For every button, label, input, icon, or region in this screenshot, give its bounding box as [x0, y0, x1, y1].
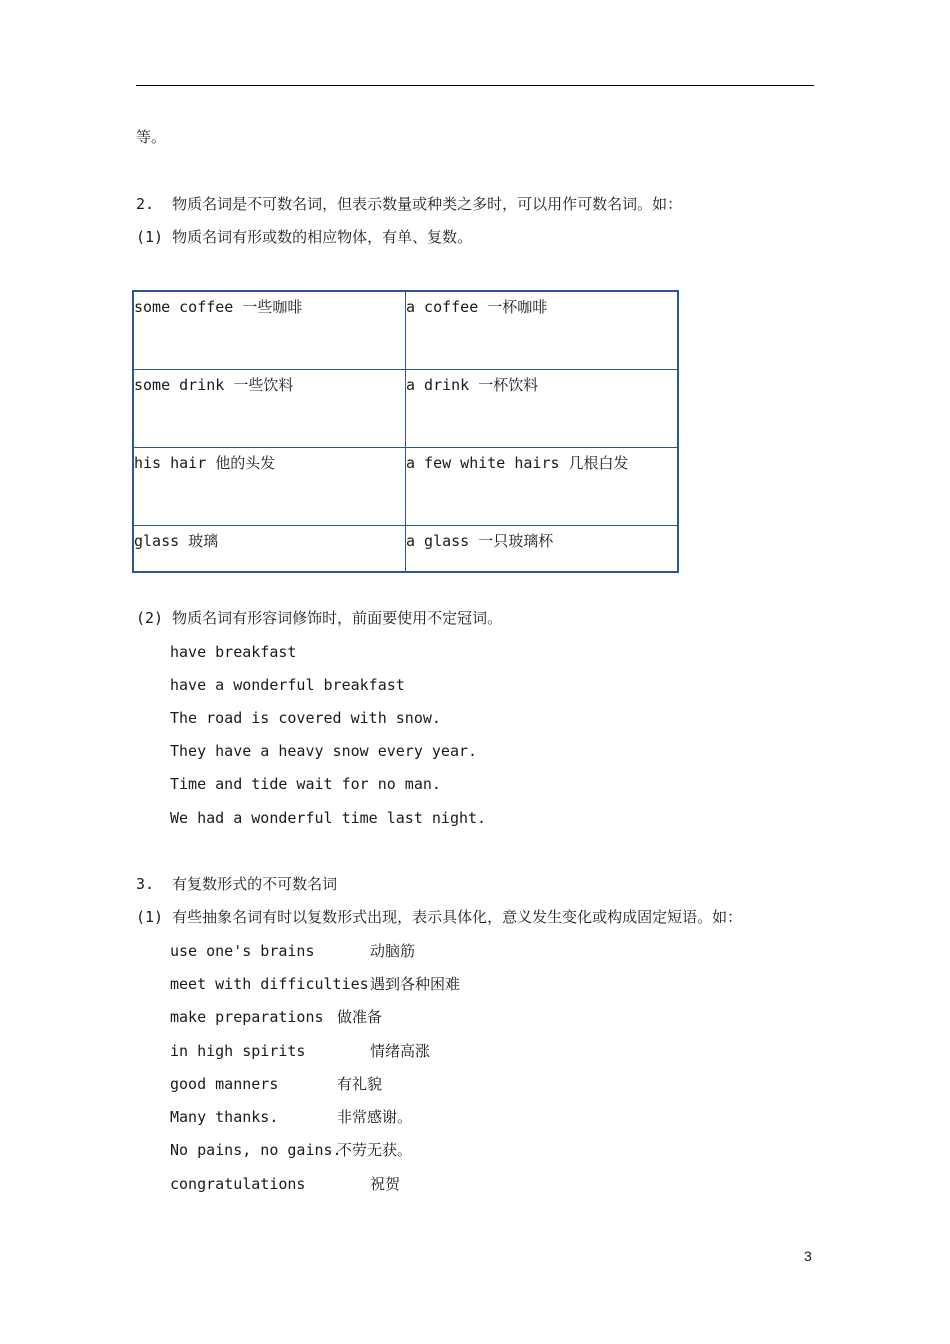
table-cell: some drink 一些饮料	[133, 370, 406, 448]
table-cell: a drink 一杯饮料	[406, 370, 679, 448]
phrase-chinese: 动脑筋	[370, 942, 416, 960]
phrase-chinese: 情绪高涨	[370, 1042, 431, 1060]
table-row	[133, 448, 678, 526]
phrase-english: Many thanks.	[170, 1108, 279, 1126]
phrase-chinese: 非常感谢。	[337, 1108, 413, 1126]
phrase-english: good manners	[170, 1075, 279, 1093]
example-line: The road is covered with snow.	[170, 709, 441, 727]
table-cell: glass 玻璃	[133, 526, 406, 573]
table-cell: a few white hairs 几根白发	[406, 448, 679, 526]
section-2-heading: 2. 物质名词是不可数名词，但表示数量或种类之多时，可以用作可数名词。如：	[136, 195, 683, 213]
section-2-sub-1: (1) 物质名词有形或数的相应物体，有单、复数。	[136, 228, 473, 246]
phrase-english: make preparations	[170, 1008, 324, 1026]
phrase-chinese: 遇到各种困难	[370, 975, 461, 993]
substance-noun-table	[132, 290, 679, 573]
table-row	[133, 291, 678, 370]
section-3-sub-1: (1) 有些抽象名词有时以复数形式出现，表示具体化，意义发生变化或构成固定短语。如：	[136, 908, 743, 926]
section-2-sub-2: (2) 物质名词有形容词修饰时，前面要使用不定冠词。	[136, 609, 503, 627]
example-line: They have a heavy snow every year.	[170, 742, 478, 760]
intro-tail: 等。	[136, 128, 167, 146]
phrase-chinese: 祝贺	[370, 1175, 401, 1193]
table-cell: a glass 一只玻璃杯	[406, 526, 679, 573]
section-3-heading: 3. 有复数形式的不可数名词	[136, 875, 338, 893]
example-line: have a wonderful breakfast	[170, 676, 405, 694]
phrase-english: No pains, no gains.	[170, 1141, 342, 1159]
table-row	[133, 526, 678, 573]
phrase-english: use one's brains	[170, 942, 315, 960]
table-cell: some coffee 一些咖啡	[133, 291, 406, 370]
table-cell: his hair 他的头发	[133, 448, 406, 526]
phrase-english: in high spirits	[170, 1042, 306, 1060]
phrase-chinese: 做准备	[337, 1008, 383, 1026]
header-rule	[136, 85, 814, 86]
table-cell: a coffee 一杯咖啡	[406, 291, 679, 370]
example-line: We had a wonderful time last night.	[170, 809, 487, 827]
phrase-chinese: 有礼貌	[337, 1075, 383, 1093]
example-line: have breakfast	[170, 643, 297, 661]
example-line: Time and tide wait for no man.	[170, 775, 441, 793]
phrase-english: congratulations	[170, 1175, 306, 1193]
page-number: 3	[804, 1248, 812, 1264]
table-row	[133, 370, 678, 448]
phrase-chinese: 不劳无获。	[337, 1141, 413, 1159]
phrase-english: meet with difficulties	[170, 975, 369, 993]
